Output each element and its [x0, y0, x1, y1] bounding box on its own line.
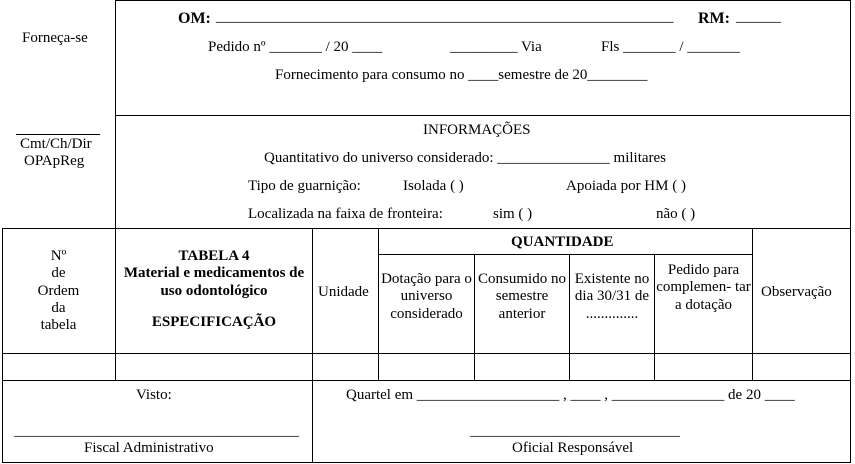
quantitativo-field[interactable]: Quantitativo do universo considerado: _______________ militares [264, 150, 667, 166]
localizada-label: Localizada na faixa de fronteira: [248, 206, 443, 222]
sim-checkbox[interactable]: sim ( ) [493, 206, 533, 222]
fiscal-label: Fiscal Administrativo [84, 440, 214, 456]
col-ordem-line: Nº [50, 248, 67, 264]
nao-checkbox[interactable]: não ( ) [656, 206, 696, 222]
forneca-label: Forneça-se [22, 30, 88, 46]
opapreg-label: OPApReg [24, 153, 85, 169]
fiscal-signature-field[interactable]: ______________________________________ [14, 423, 299, 439]
existente-header [571, 271, 653, 323]
rm-field[interactable]: ______ [736, 9, 781, 25]
especificacao-header: ESPECIFICAÇÃO [151, 313, 277, 330]
rule [850, 0, 851, 462]
rm-label: RM: [698, 10, 730, 27]
tabela-title: TABELA 4 [178, 248, 250, 264]
unidade-header: Unidade [318, 284, 369, 300]
existente-text: Existente no dia 30/31 de [574, 271, 650, 305]
om-field[interactable]: _____________________________________________________________ [216, 9, 674, 25]
rule [115, 0, 116, 380]
col-ordem-line: de [51, 265, 66, 282]
consumido-header: Consumido no semestre anterior [478, 271, 566, 322]
rule [2, 228, 851, 229]
apoiada-checkbox[interactable]: Apoiada por HM ( ) [566, 178, 686, 194]
quartel-field[interactable]: Quartel em ___________________ , ____ , _______________ de 20 ____ [346, 387, 795, 403]
isolada-checkbox[interactable]: Isolada ( ) [403, 178, 464, 194]
rule [115, 0, 851, 1]
pedido-field[interactable]: Pedido nº _______ / 20 ____ [208, 39, 383, 55]
table-row[interactable] [3, 354, 850, 379]
col-ordem-line: Ordem [37, 282, 80, 299]
signature-rule [16, 134, 100, 135]
rule [115, 115, 851, 116]
tipo-label: Tipo de guarnição: [248, 178, 361, 194]
existente-dots: .............. [585, 305, 639, 322]
om-label: OM: [178, 10, 211, 27]
col-ordem-header [2, 248, 115, 334]
dotacao-header: Dotação para o universo considerado [381, 271, 472, 322]
rule [312, 228, 313, 462]
informacoes-title: INFORMAÇÕES [423, 122, 531, 138]
tabela-subtitle: Material e medicamentos de uso odontológico [123, 265, 305, 299]
fornecimento-field[interactable]: Fornecimento para consumo no ____semestre de 20________ [275, 67, 648, 83]
rule [2, 380, 851, 381]
pedido-header: Pedido para complemen- tar a dotação [656, 262, 751, 313]
rule [2, 462, 851, 463]
cmt-label: Cmt/Ch/Dir [20, 136, 92, 152]
tabela-header [118, 248, 310, 331]
visto-label: Visto: [136, 387, 172, 403]
oficial-label: Oficial Responsável [512, 440, 634, 456]
via-field[interactable]: _________ Via [450, 39, 542, 55]
oficial-signature-field[interactable]: ____________________________ [470, 423, 680, 439]
observacao-header: Observação [761, 284, 832, 300]
col-ordem-line: da [51, 299, 66, 316]
rule [378, 254, 752, 255]
quantidade-header: QUANTIDADE [511, 234, 614, 250]
col-ordem-line: tabela [40, 317, 77, 333]
fls-field[interactable]: Fls _______ / _______ [601, 39, 740, 55]
